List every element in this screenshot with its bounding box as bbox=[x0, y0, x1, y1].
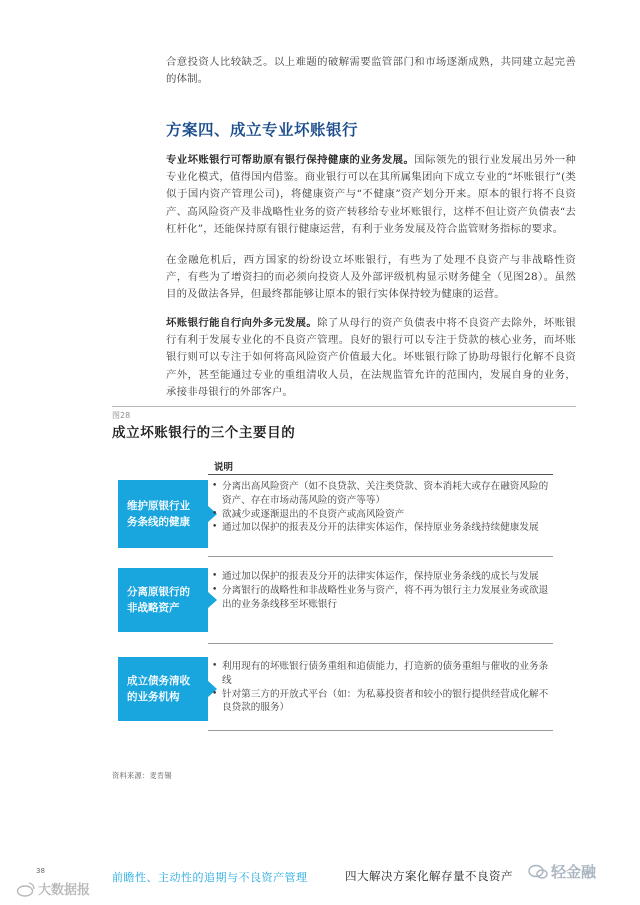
bullet-item: • 针对第三方的开放式平台（如：为私募投资者和较小的银行提供经营成化解不良贷款的服务） bbox=[212, 688, 549, 714]
bullet-dot-icon: • bbox=[212, 688, 218, 699]
purpose-label: 成立债务清收的业务机构 bbox=[127, 675, 190, 703]
figure-title: 成立坏账银行的三个主要目的 bbox=[112, 425, 296, 441]
watermark-left-text: 大数据报 bbox=[38, 883, 91, 898]
wechat-icon bbox=[528, 864, 548, 880]
bullet-dot-icon: • bbox=[212, 508, 218, 519]
purpose-box-3 bbox=[118, 657, 208, 721]
paragraph-lead: 坏账银行能自行向外多元发展。 bbox=[166, 317, 318, 329]
bullet-dot-icon: • bbox=[212, 571, 218, 581]
bullet-item: • 通过加以保护的报表及分开的法律实体运作，保持原业务条线持续健康发展 bbox=[212, 522, 539, 534]
bullet-dot-icon: • bbox=[212, 661, 218, 671]
paragraph-bad-bank-health bbox=[166, 152, 576, 238]
bullet-item: • 分离出高风险资产（如不良贷款、关注类贷款、资本消耗大或存在融资风险的资产、存在市场动荡风险的资产等等） bbox=[212, 481, 549, 506]
figure-label: 图28 bbox=[112, 411, 131, 420]
bullet-item: • 欲减少或逐渐退出的不良资产或高风险资产 bbox=[212, 508, 405, 520]
paragraph-body: 除了从母行的资产负债表中将不良资产去除外，坏账银行有利于发展专业化的不良资产管理。良好的银行可以专注于贷款的核心业务，而坏账银行则可以专注于如何将高风险资产价值最大化。坏账银行除了协助母银行化解不良资产外，甚至能通过专业的重组清收人员，在法规监管允许的范围内，发展自身的业务，承接非母银行的外部客户。 bbox=[166, 317, 576, 398]
bullet-item: • 分离银行的战略性和非战略性业务与资产，将不再为银行主力发展业务或欲退出的业务条线移至坏账银行 bbox=[212, 584, 549, 610]
paragraph-bad-bank-diversify bbox=[166, 315, 576, 401]
section-title: 方案四、成立专业坏账银行 bbox=[166, 120, 359, 139]
figure-divider bbox=[112, 406, 576, 407]
bullet-dot-icon: • bbox=[212, 481, 218, 491]
paragraph-western-bad-banks: 在金融危机后，西方国家的纷纷设立坏账银行，有些为了处理不良资产与非战略性资产，有些为了增资扫的而必须向投资人及外部评级机构显示财务健全（见图28）。虽然目的及做法各异，但最终都能够让原本的银行实体保持较为健康的运营。 bbox=[166, 254, 576, 301]
purpose-box-2 bbox=[118, 568, 208, 632]
paragraph-lead: 专业坏账银行可帮助原有银行保持健康的业务发展。 bbox=[166, 154, 415, 166]
bullet-dot-icon: • bbox=[212, 584, 218, 595]
bullet-list-1 bbox=[212, 480, 552, 535]
bullet-list-3 bbox=[212, 660, 552, 715]
row-divider bbox=[208, 730, 553, 731]
watermark-left bbox=[16, 879, 90, 898]
bullet-list-2 bbox=[212, 570, 552, 611]
purpose-label: 分离原银行的非战略资产 bbox=[127, 586, 190, 614]
footer-chapter-title: 前瞻性、主动性的追期与不良资产管理 bbox=[112, 871, 308, 884]
footer-section-title: 四大解决方案化解存量不良资产 bbox=[345, 869, 513, 883]
notes-header: 说明 bbox=[214, 462, 234, 473]
figure-source: 资料来源：麦肯锡 bbox=[112, 771, 172, 780]
bullet-item: • 利用现有的坏账银行债务重组和追债能力，打造新的债务重组与催收的业务条线 bbox=[212, 661, 549, 686]
header-rule bbox=[208, 474, 553, 475]
watermark-right-text: 轻金融 bbox=[551, 863, 597, 881]
bullet-item: • 通过加以保护的报表及分开的法律实体运作，保持原业务条线的成长与发展 bbox=[212, 571, 539, 582]
intro-paragraph: 合意投资人比较缺乏。以上难题的破解需要监管部门和市场逐渐成熟，共同建立起完善的体制。 bbox=[166, 56, 576, 86]
page-number: 38 bbox=[36, 867, 45, 875]
row-divider bbox=[208, 556, 553, 557]
bullet-dot-icon: • bbox=[212, 522, 218, 533]
weibo-icon bbox=[16, 881, 36, 897]
watermark-right bbox=[528, 861, 596, 882]
purpose-label: 维护原银行业务条线的健康 bbox=[127, 500, 190, 528]
purpose-box-1 bbox=[118, 480, 208, 548]
row-divider bbox=[208, 643, 553, 644]
paragraph-body: 国际领先的银行业发展出另外一种专业化模式，值得国内借鉴。商业银行可以在其所属集团向下成立专业的“坏账银行”(类似于国内资产管理公司)，将健康资产与“不健康”资产划分开来。原本的银行将不良资产、高风险资产及非战略性业务的资产转移给专业坏账银行，这样不但让资产负债表“去杠杆化”，还能保持原有银行健康运营，有利于业务发展及符合监管财务指标的要求。 bbox=[166, 154, 576, 235]
